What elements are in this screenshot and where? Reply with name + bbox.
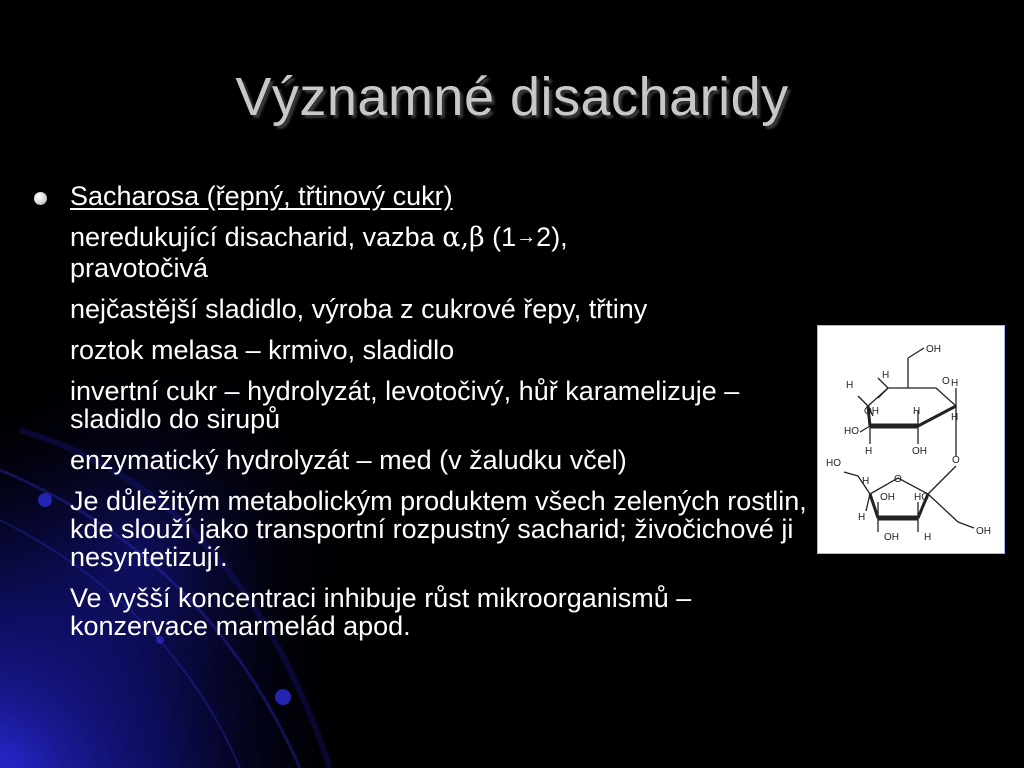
label-ho: HO bbox=[844, 426, 859, 437]
label-h: H bbox=[858, 512, 866, 523]
fructose-labels bbox=[826, 458, 991, 543]
arrow-icon: → bbox=[516, 226, 537, 248]
paragraph-invert-sugar: invertní cukr – hydrolyzát, levotočivý, hůř karamelizuje – sladidlo do sirupů bbox=[70, 376, 740, 434]
label-oh: OH bbox=[884, 532, 899, 543]
label-o: O bbox=[942, 376, 950, 387]
bullet-item-sacharosa bbox=[30, 182, 830, 210]
label-oh: OH bbox=[880, 492, 895, 503]
label-oh: OH bbox=[976, 526, 991, 537]
bullet-icon bbox=[34, 192, 47, 205]
bond-num-close: 2), bbox=[536, 222, 568, 252]
bond-num-open: (1 bbox=[484, 222, 517, 252]
sucrose-structure-image bbox=[817, 325, 1005, 554]
label-h: H bbox=[913, 406, 921, 417]
label-h: H bbox=[865, 446, 873, 457]
label-h: H bbox=[924, 532, 932, 543]
label-o: O bbox=[894, 474, 902, 485]
label-oh: OH bbox=[926, 344, 941, 355]
glucose-ring bbox=[858, 348, 959, 456]
label-h: H bbox=[882, 370, 890, 381]
bond-greek: α,β bbox=[442, 222, 485, 253]
paragraph-bond-type bbox=[30, 223, 830, 282]
label-oh: OH bbox=[912, 446, 927, 457]
content-area bbox=[30, 182, 830, 653]
label-oh: OH bbox=[864, 406, 879, 417]
label-h: H bbox=[951, 412, 959, 423]
paragraph-honey: enzymatický hydrolyzát – med (v žaludku včel) bbox=[70, 445, 627, 475]
slide-title: Významné disacharidy bbox=[235, 67, 789, 127]
bullet-heading: Sacharosa (řepný, třtinový cukr) bbox=[70, 181, 453, 211]
bond-rotation: pravotočivá bbox=[70, 253, 209, 283]
label-h: H bbox=[951, 378, 959, 389]
label-ho: HO bbox=[914, 492, 929, 503]
label-o: O bbox=[952, 455, 960, 466]
label-h: H bbox=[846, 380, 854, 391]
glucose-labels bbox=[844, 344, 960, 466]
paragraph-sweetener: nejčastější sladidlo, výroba z cukrové řepy, třtiny bbox=[70, 294, 648, 324]
bond-text-pre: neredukující disacharid, vazba bbox=[70, 222, 443, 252]
paragraph-preservation: Ve vyšší koncentraci inhibuje růst mikroorganismů – konzervace marmelád apod. bbox=[70, 583, 692, 641]
paragraph-molasses: roztok melasa – krmivo, sladidlo bbox=[70, 335, 455, 365]
label-ho: HO bbox=[826, 458, 841, 469]
label-h: H bbox=[862, 476, 870, 487]
paragraph-metabolic: Je důležitým metabolickým produktem všech zelených rostlin, kde slouží jako transportní rozpustný sacharid; živočichové ji nesyntetizují. bbox=[70, 486, 807, 572]
